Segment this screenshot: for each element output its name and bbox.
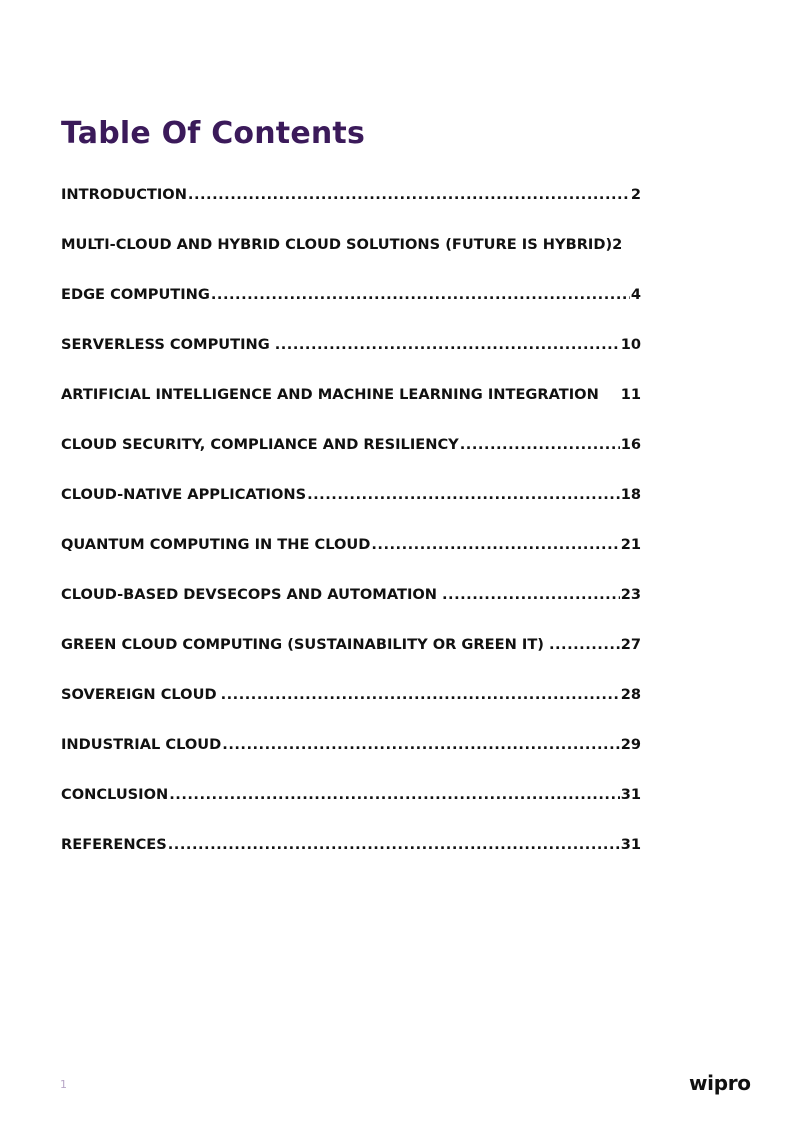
toc-leader [222, 733, 619, 757]
toc-entry-label: REFERENCES [61, 836, 167, 853]
page-title: Table Of Contents [61, 116, 366, 151]
toc-leader [371, 533, 619, 557]
toc-entry-cloud-native[interactable] [61, 483, 641, 533]
toc-page-number: 23 [620, 586, 641, 603]
toc-entry-label: CONCLUSION [61, 786, 169, 803]
toc-page-number: 28 [620, 686, 641, 703]
toc-entry-sovereign-cloud[interactable] [61, 683, 641, 733]
toc-entry-references[interactable] [61, 833, 641, 883]
toc-entry-label: CLOUD SECURITY, COMPLIANCE AND RESILIENCY [61, 436, 459, 453]
toc-leader [275, 333, 620, 357]
toc-page-number: 18 [620, 486, 641, 503]
toc-page-number: 29 [620, 736, 641, 753]
toc-leader [211, 283, 630, 307]
toc-entry-label: INTRODUCTION [61, 186, 187, 203]
toc-entry-label: ARTIFICIAL INTELLIGENCE AND MACHINE LEARNING INTEGRATION [61, 386, 599, 403]
toc-entry-green-cloud[interactable] [61, 633, 641, 683]
toc-leader [442, 583, 620, 607]
toc-entry-multi-cloud[interactable] [61, 233, 641, 283]
toc-page-number: 10 [620, 336, 641, 353]
toc-leader [549, 633, 620, 657]
toc-entry-label: MULTI-CLOUD AND HYBRID CLOUD SOLUTIONS (FUTURE IS HYBRID) [61, 236, 613, 253]
toc-entry-edge-computing[interactable] [61, 283, 641, 333]
toc-entry-industrial-cloud[interactable] [61, 733, 641, 783]
toc-entry-label: CLOUD-BASED DEVSECOPS AND AUTOMATION [61, 586, 437, 603]
toc-page-number: 11 [620, 386, 641, 403]
toc-entry-label: SERVERLESS COMPUTING [61, 336, 270, 353]
toc-page-number: 21 [620, 536, 641, 553]
toc-entry-introduction[interactable] [61, 183, 641, 233]
toc-leader [307, 483, 620, 507]
toc-leader [168, 833, 620, 857]
toc-entry-label: INDUSTRIAL CLOUD [61, 736, 222, 753]
toc-entry-label: CLOUD-NATIVE APPLICATIONS [61, 486, 307, 503]
toc-entry-quantum[interactable] [61, 533, 641, 583]
toc-entry-label: GREEN CLOUD COMPUTING (SUSTAINABILITY OR GREEN IT) [61, 636, 544, 653]
toc-page-number: 16 [620, 436, 641, 453]
toc-entry-conclusion[interactable] [61, 783, 641, 833]
table-of-contents [61, 183, 641, 883]
footer-page-number: 1 [60, 1078, 67, 1091]
wipro-logo: wipro [689, 1071, 751, 1095]
toc-page-number: 2 [612, 236, 623, 253]
toc-page-number: 27 [620, 636, 641, 653]
toc-leader [221, 683, 620, 707]
toc-page-number: 31 [620, 786, 641, 803]
toc-entry-cloud-security[interactable] [61, 433, 641, 483]
toc-entry-ai-ml[interactable] [61, 383, 641, 433]
toc-entry-serverless[interactable] [61, 333, 641, 383]
toc-leader [460, 433, 620, 457]
toc-entry-label: SOVEREIGN CLOUD [61, 686, 217, 703]
toc-page-number: 2 [630, 186, 641, 203]
toc-leader [188, 183, 630, 207]
toc-page-number: 31 [620, 836, 641, 853]
toc-leader [169, 783, 619, 807]
toc-entry-label: QUANTUM COMPUTING IN THE CLOUD [61, 536, 371, 553]
toc-page-number: 4 [630, 286, 641, 303]
toc-entry-label: EDGE COMPUTING [61, 286, 210, 303]
toc-entry-devsecops[interactable] [61, 583, 641, 633]
